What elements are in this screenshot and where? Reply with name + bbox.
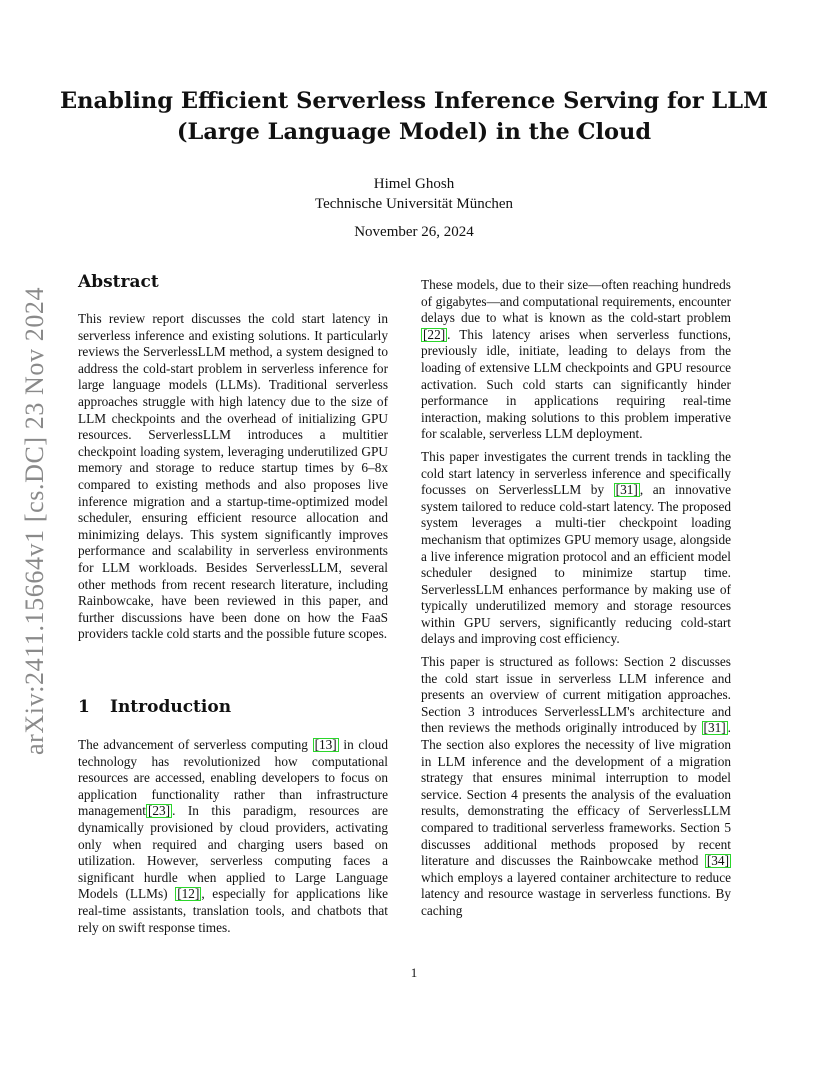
section-number: 1: [78, 697, 90, 717]
text-run: This paper investigates the current trends in tackling the cold start latency in serverless inference and specifically focusses on ServerlessLLM by: [421, 448, 731, 498]
text-run: in cloud technology has revolutionized how computational resources are accessed, enabling developers to focus on application functionality rather than infrastructure management: [78, 737, 388, 819]
introduction-body: [78, 737, 388, 942]
arxiv-identifier: arXiv:2411.15664v1 [cs.DC] 23 Nov 2024: [20, 286, 49, 756]
abstract-body: [78, 311, 388, 649]
citation-link[interactable]: [13]: [314, 737, 337, 752]
text-run: , an innovative system tailored to reduce cold-start latency. The proposed system leverages a multi-tier checkpoint loading mechanism that optimizes GPU memory usage, alongside a live inference migration protocol and an efficient model scheduler designed to minimize startup time. ServerlessLLM enhances performance by making use of typically underutilized memory and storage resources within GPU servers, significantly reducing cold-start delays and improving cost efficiency.: [421, 482, 731, 647]
paper-title: [60, 86, 768, 148]
text-run: . In this paradigm, resources are dynamically provisioned by cloud providers, activating only when required and charging users based on utilization. However, serverless computing faces a significant hurdle when applied to Large Language Models (LLMs): [78, 803, 388, 902]
introduction-heading: [78, 697, 231, 717]
text-run: These models, due to their size—often reaching hundreds of gigabytes—and computational requirements, encounter delays due to what is known as the cold-start problem: [421, 277, 731, 326]
introduction-paragraph: [78, 737, 388, 936]
title-line-2: (Large Language Model) in the Cloud: [176, 119, 652, 145]
text-run: This paper is structured as follows: Section 2 discusses the cold start issue in serverless LLM inference and presents an overview of current mitigation approaches. Section 3 introduces ServerlessLLM's architecture and then reviews the methods originally introduced by: [421, 654, 731, 736]
text-run: . This latency arises when serverless functions, previously idle, initiate, leading to delays from the loading of extensive LLM checkpoints and GPU resource activation. Such cold starts can significantly hinder performance in applications requiring real-time interaction, making solutions to this problem imperative for scalable, serverless LLM deployment.: [421, 326, 731, 442]
section-title: Introduction: [110, 697, 232, 717]
paper-date: November 26, 2024: [354, 224, 474, 240]
paragraph: [421, 277, 731, 443]
citation-link[interactable]: [34]: [706, 853, 729, 869]
author-name: Himel Ghosh: [373, 176, 455, 192]
citation-link[interactable]: [12]: [177, 886, 200, 902]
author-block: [0, 174, 828, 214]
citation-link[interactable]: [31]: [703, 720, 726, 736]
citation-link[interactable]: [23]: [147, 803, 171, 819]
page-number: 1: [410, 965, 418, 980]
paragraph: [421, 654, 731, 920]
citation-link[interactable]: [31]: [615, 482, 638, 498]
citation-link[interactable]: [22]: [423, 326, 446, 342]
abstract-paragraph: This review report discusses the cold start latency in serverless inference and existing solutions. It particularly reviews the ServerlessLLM method, a system designed to address the cold-start problem in serverless inference for large language models (LLMs). Traditional serverless approaches struggle with high latency due to the size of LLM checkpoints and the overhead of initializing GPU resources. ServerlessLLM introduces a multitier checkpoint loading system, leveraging underutilized GPU memory and storage to reduce startup times by 6–8x compared to existing methods and also proposes live inference migration and a startup-time-optimized model scheduler, ensuring efficient resource allocation and minimizing delays. This system significantly improves performance and scalability in serverless environments for LLM workloads. Besides ServerlessLLM, several other methods from recent research literature, including Rainbowcake, have been reviewed in this paper, and further discussions have been done on how the FaaS providers tackle cold starts and the possible future scopes.: [78, 311, 388, 642]
title-line-1: Enabling Efficient Serverless Inference Serving for LLM: [60, 88, 768, 114]
text-run: which employs a layered container architecture to reduce latency and resource wastage in serverless functions. By caching: [421, 869, 731, 918]
text-run: , especially for applications like real-time assistants, translation tools, and chatbots that rely on swift response times.: [78, 886, 388, 935]
text-run: The advancement of serverless computing: [78, 737, 313, 752]
author-affiliation: Technische Universität München: [314, 196, 514, 212]
text-run: . The section also explores the necessity of live migration in LLM inference and the development of a migration strategy that ensures minimal interruption to model service. Section 4 presents the analysis of the evaluation results, demonstrating the efficacy of ServerlessLLM compared to traditional serverless frameworks. Section 5 discusses additional methods proposed by recent literature and discusses the Rainbowcake method: [421, 720, 731, 869]
right-column: [421, 277, 731, 926]
paragraph: [421, 449, 731, 648]
abstract-heading: Abstract: [78, 272, 159, 292]
